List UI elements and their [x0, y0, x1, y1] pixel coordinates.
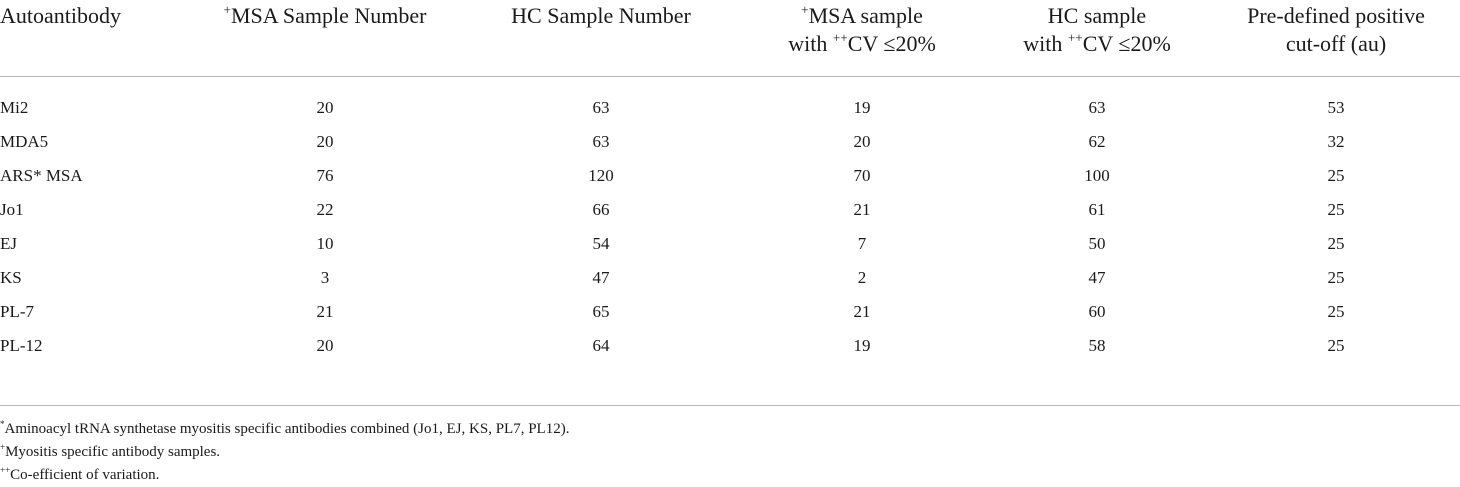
table-cell: 53 — [1327, 97, 1345, 117]
table-cell: 63 — [592, 97, 610, 117]
table-row — [0, 261, 1460, 295]
table-cell: 66 — [592, 199, 610, 219]
table-cell: 63 — [1088, 97, 1106, 117]
table-row — [0, 295, 1460, 329]
header-hc-sample-number: HC Sample Number — [511, 3, 691, 28]
table-cell: 3 — [320, 267, 330, 287]
row-label: KS — [0, 267, 22, 287]
header-hc-cv: HC sample with ++CV ≤20% — [1023, 3, 1171, 56]
table-cell: 7 — [857, 233, 867, 253]
table-cell: 32 — [1327, 131, 1345, 151]
table-cell: 64 — [592, 335, 610, 355]
table-cell: 21 — [853, 301, 871, 321]
header-msa-cv: +MSA sample with ++CV ≤20% — [788, 2, 936, 56]
table-cell: 47 — [1088, 267, 1106, 287]
table-body — [0, 76, 1460, 363]
row-label: MDA5 — [0, 131, 49, 151]
table-cell: 50 — [1088, 233, 1106, 253]
table-cell: 70 — [853, 165, 871, 185]
row-label: ARS* MSA — [0, 165, 83, 185]
table-cell: 25 — [1327, 233, 1345, 253]
table-cell: 22 — [316, 199, 334, 219]
table-cell: 10 — [316, 233, 334, 253]
footnote-cv: ++Co-efficient of variation. — [0, 465, 160, 483]
table-row — [0, 193, 1460, 227]
table-cell: 65 — [592, 301, 610, 321]
footnotes — [0, 418, 569, 487]
header-autoantibody: Autoantibody — [0, 3, 121, 28]
row-label: PL-12 — [0, 335, 43, 355]
table-cell: 54 — [592, 233, 610, 253]
row-label: EJ — [0, 233, 17, 253]
table-cell: 25 — [1327, 267, 1345, 287]
table-cell: 19 — [853, 335, 871, 355]
header-msa-sample-number: +MSA Sample Number — [223, 2, 427, 28]
row-label: Mi2 — [0, 97, 29, 117]
table-cell: 62 — [1088, 131, 1106, 151]
table-cell: 25 — [1327, 301, 1345, 321]
table-row — [0, 329, 1460, 363]
row-label: Jo1 — [0, 199, 24, 219]
table-cell: 63 — [592, 131, 610, 151]
table-cell: 20 — [853, 131, 871, 151]
table-row — [0, 125, 1460, 159]
table-cell: 61 — [1088, 199, 1106, 219]
table-cell: 25 — [1327, 199, 1345, 219]
table-cell: 60 — [1088, 301, 1106, 321]
footnote-msa: +Myositis specific antibody samples. — [0, 442, 221, 460]
table-row — [0, 76, 1460, 125]
header-row — [0, 0, 1460, 76]
table-cell: 120 — [588, 165, 614, 185]
table-cell: 21 — [316, 301, 334, 321]
table-cell: 100 — [1084, 165, 1110, 185]
table-row — [0, 227, 1460, 261]
header-cutoff: Pre-defined positive cut-off (au) — [1247, 3, 1425, 56]
table-cell: 25 — [1327, 165, 1345, 185]
table-cell: 20 — [316, 335, 334, 355]
table-cell: 58 — [1088, 335, 1106, 355]
row-label: PL-7 — [0, 301, 34, 321]
footnote-ars: *Aminoacyl tRNA synthetase myositis specific antibodies combined (Jo1, EJ, KS, PL7, PL12). — [0, 419, 570, 437]
table-cell: 20 — [316, 97, 334, 117]
table-cell: 19 — [853, 97, 871, 117]
bottom-rule — [0, 405, 1460, 406]
table-cell: 2 — [857, 267, 867, 287]
table-cell: 76 — [316, 165, 334, 185]
table-cell: 25 — [1327, 335, 1345, 355]
table-cell: 20 — [316, 131, 334, 151]
table-cell: 47 — [592, 267, 610, 287]
table-row — [0, 159, 1460, 193]
table-cell: 21 — [853, 199, 871, 219]
